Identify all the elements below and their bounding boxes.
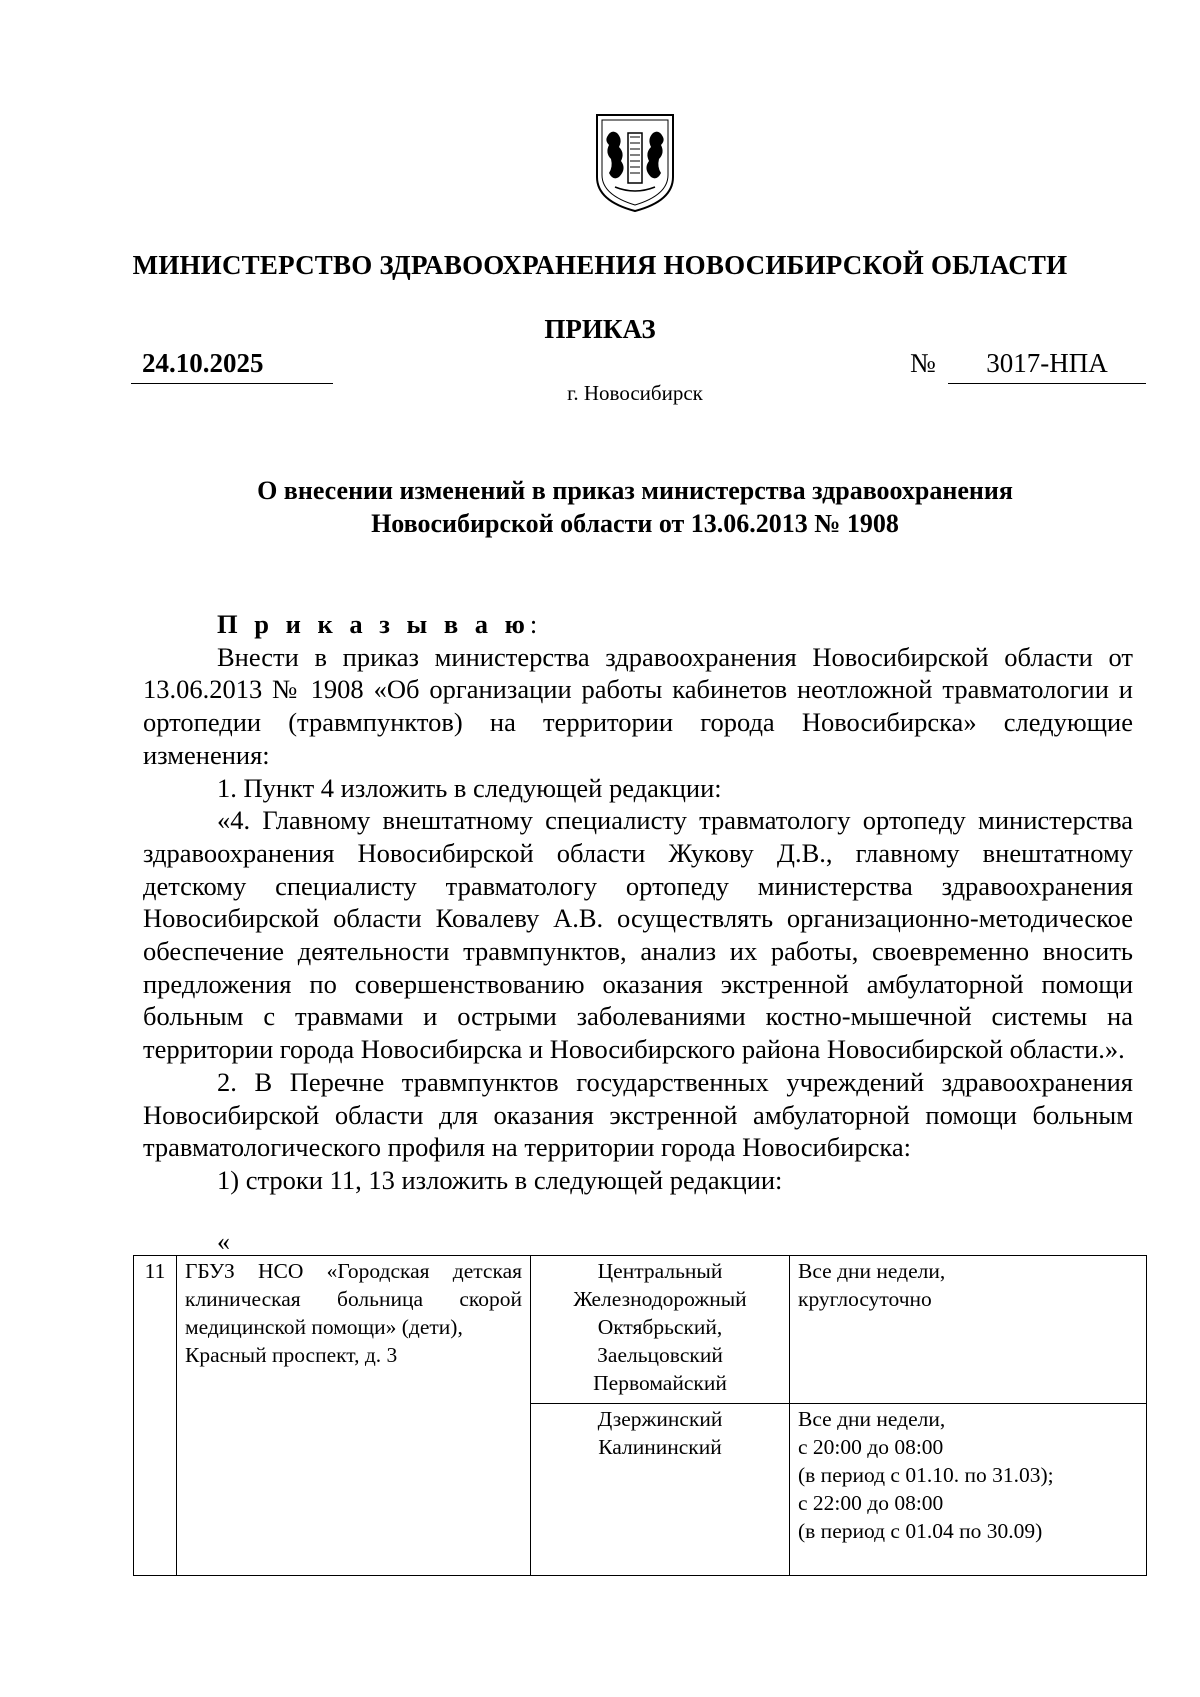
org-line: медицинской помощи» (дети), bbox=[185, 1315, 463, 1339]
schedule-line: Все дни недели, bbox=[798, 1407, 946, 1431]
ministry-heading: МИНИСТЕРСТВО ЗДРАВООХРАНЕНИЯ НОВОСИБИРСКОЙ ОБЛАСТИ bbox=[132, 250, 1068, 280]
district: Первомайский bbox=[593, 1371, 727, 1395]
schedule-cell bbox=[790, 1256, 1147, 1404]
table-row bbox=[134, 1256, 1147, 1404]
district: Октябрьский, bbox=[597, 1315, 723, 1339]
item-1-text: «4. Главному внештатному специалисту травматологу ортопеду министерства здравоохранения Новосибирской области Жукову Д.В., главному внештатному детскому специалисту травматологу ортопеду министерства здравоохранения Новосибирской области Ковалеву А.В. осуществлять организационно-методическое обеспечение деятельности травмпунктов, анализ их работы, своевременно вносить предложения по совершенствованию оказания экстренной амбулаторной помощи больным с травмами и острыми заболеваниями костно-мышечной системы на территории города Новосибирска и Новосибирского района Новосибирской области.». bbox=[143, 805, 1133, 1065]
open-quote: « bbox=[217, 1227, 230, 1256]
number-sign: № bbox=[910, 348, 936, 378]
order-word: П р и к а з ы в а ю bbox=[217, 609, 530, 639]
item-1: 1. Пункт 4 изложить в следующей редакции: bbox=[217, 772, 722, 803]
district: Заельцовский bbox=[597, 1343, 723, 1367]
org-line: ГБУЗ НСО «Городская детская bbox=[185, 1259, 522, 1283]
order-colon: : bbox=[529, 609, 538, 639]
trauma-points-table bbox=[133, 1255, 1147, 1576]
order-directive bbox=[143, 608, 1133, 641]
order-date: 24.10.2025 bbox=[142, 348, 264, 378]
document-title bbox=[0, 474, 1200, 540]
schedule-line: круглосуточно bbox=[798, 1287, 932, 1311]
district: Железнодорожный bbox=[573, 1287, 747, 1311]
schedule-line: Все дни недели, bbox=[798, 1259, 946, 1283]
coat-of-arms-emblem bbox=[593, 113, 677, 213]
schedule-line: (в период с 01.10. по 31.03); bbox=[798, 1463, 1054, 1487]
document-type: ПРИКАЗ bbox=[544, 314, 656, 344]
order-number: 3017-НПА bbox=[986, 348, 1108, 378]
district: Калининский bbox=[598, 1435, 722, 1459]
row-number: 11 bbox=[134, 1256, 177, 1576]
district: Центральный bbox=[597, 1259, 723, 1283]
title-line-1: О внесении изменений в приказ министерства здравоохранения bbox=[257, 476, 1013, 505]
schedule-line: с 20:00 до 08:00 bbox=[798, 1435, 944, 1459]
schedule-line: (в период с 01.04 по 30.09) bbox=[798, 1519, 1043, 1543]
org-line: Красный проспект, д. 3 bbox=[185, 1343, 398, 1367]
item-2: 2. В Перечне травмпунктов государственных учреждений здравоохранения Новосибирской области для оказания экстренной амбулаторной помощи больным травматологического профиля на территории города Новосибирска: bbox=[143, 1066, 1133, 1163]
intro-paragraph: Внести в приказ министерства здравоохранения Новосибирской области от 13.06.2013 № 1908 «Об организации работы кабинетов неотложной травматологии и ортопедии (травмпунктов) на территории города Новосибирска» следующие изменения: bbox=[143, 641, 1133, 770]
district: Дзержинский bbox=[597, 1407, 723, 1431]
districts-cell bbox=[531, 1404, 790, 1576]
city: г. Новосибирск bbox=[567, 381, 703, 405]
districts-cell bbox=[531, 1256, 790, 1404]
item-2-subitem: 1) строки 11, 13 изложить в следующей редакции: bbox=[217, 1164, 783, 1195]
schedule-cell bbox=[790, 1404, 1147, 1576]
org-line: клиническая больница скорой bbox=[185, 1287, 522, 1311]
title-line-2: Новосибирской области от 13.06.2013 № 1908 bbox=[371, 509, 899, 538]
document-body bbox=[143, 608, 1133, 1197]
schedule-line: с 22:00 до 08:00 bbox=[798, 1491, 944, 1515]
organization-cell bbox=[177, 1256, 531, 1576]
